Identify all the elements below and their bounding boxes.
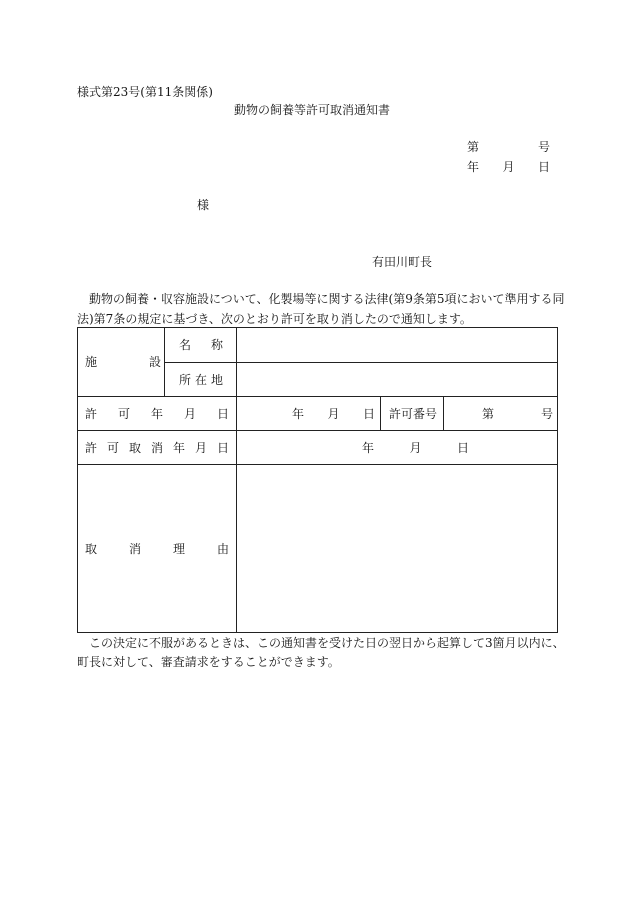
- appeal-notice-line-1: この決定に不服があるときは、この通知書を受けた日の翌日から起算して3箇月以内に、: [89, 636, 565, 650]
- revocation-date-value: 年 月 日: [362, 440, 470, 455]
- body-text-line-2: 法)第7条の規定に基づき、次のとおり許可を取り消したので通知します。: [77, 312, 472, 326]
- revocation-date-label: 許 可 取 消 年 月 日: [85, 440, 229, 455]
- reason-label: 取 消 理 由: [85, 541, 229, 556]
- facility-name-field: [237, 328, 558, 363]
- permit-date-label-cell: [78, 397, 237, 431]
- issuer-name: 有田川町長: [372, 255, 433, 269]
- name-label: 名 称: [179, 338, 223, 352]
- permit-number-label-cell: [381, 397, 444, 431]
- document-date: 年 月 日: [467, 160, 550, 174]
- facility-location-field: [237, 363, 558, 397]
- permit-date-field: [237, 397, 381, 431]
- permit-number-field: [444, 397, 558, 431]
- appeal-notice-line-2: 町長に対して、審査請求をすることができます。: [77, 655, 340, 669]
- form-number: 様式第23号(第11条関係): [77, 85, 213, 99]
- table-row-revocation-date: [78, 431, 558, 465]
- location-label-cell: [165, 363, 237, 397]
- revocation-date-label-cell: [78, 431, 237, 465]
- permit-date-value: 年 月 日: [292, 406, 375, 421]
- document-number: 第 号: [467, 140, 550, 154]
- reason-label-cell: [78, 465, 237, 633]
- permit-number-value: 第 号: [482, 406, 554, 421]
- name-label-cell: [165, 328, 237, 363]
- permit-date-label: 許 可 年 月 日: [85, 406, 229, 421]
- facility-label: 施 設: [85, 355, 161, 369]
- permit-number-label: 許可番号: [389, 406, 438, 421]
- location-label: 所 在 地: [179, 372, 223, 387]
- table-row-revocation-reason: [78, 465, 558, 633]
- table-row-facility-name: [78, 328, 558, 363]
- facility-label-cell: [78, 328, 165, 397]
- revocation-date-field: [237, 431, 558, 465]
- revocation-details-table: [77, 327, 558, 633]
- table-row-permit: [78, 397, 558, 431]
- body-text-line-1: 動物の飼養・収容施設について、化製場等に関する法律(第9条第5項において準用する同: [89, 292, 565, 306]
- revocation-reason-field: [237, 465, 558, 633]
- document-title: 動物の飼養等許可取消通知書: [234, 103, 391, 117]
- addressee-suffix: 様: [197, 198, 210, 212]
